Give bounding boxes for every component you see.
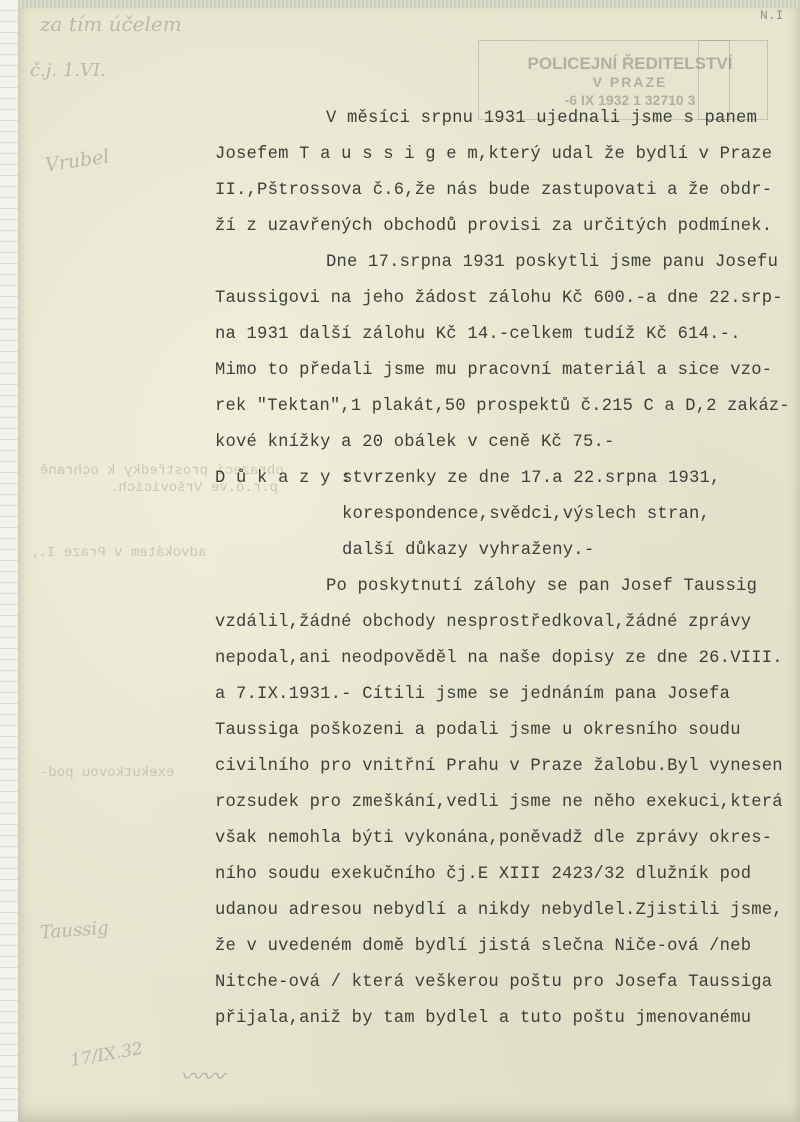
show-through-text: obrazecí prostředky k ochraně [40, 463, 284, 479]
body-line: že v uvedeném domě bydlí jistá slečna Niče-ová /neb [215, 937, 752, 956]
body-line: Taussigovi na jeho žádost zálohu Kč 600.-a dne 22.srp- [215, 289, 783, 308]
body-line: II.,Pštrossova č.6,že nás bude zastupovati a že obdr- [215, 181, 773, 200]
body-line: Josefem T a u s s i g e m,který udal že bydlí v Praze [215, 145, 773, 164]
evidence-line: stvrzenky ze dne 17.a 22.srpna 1931, [342, 469, 721, 488]
evidence-line: další důkazy vyhraženy.- [342, 541, 595, 560]
pencil-note: za tím účelem [40, 12, 182, 36]
evidence-line: korespondence,svědci,výslech stran, [342, 505, 710, 524]
show-through-text: advokátem v Praze I., [30, 545, 207, 561]
body-line: ního soudu exekučního čj.E XIII 2423/32 dlužník pod [215, 865, 752, 884]
body-line: rozsudek pro zmeškání,vedli jsme ne něho exekuci,která [215, 793, 783, 812]
body-line: Taussiga poškozeni a podali jsme u okresního soudu [215, 721, 741, 740]
body-line: přijala,aniž by tam bydlel a tuto poštu jmenovanému [215, 1009, 752, 1028]
body-line: ží z uzavřených obchodů provisi za určitých podmínek. [215, 217, 773, 236]
body-line: na 1931 další zálohu Kč 14.-celkem tudíž Kč 614.-. [215, 325, 741, 344]
body-line: Mimo to předali jsme mu pracovní materiál a sice vzo- [215, 361, 773, 380]
stamp-line-1: POLICEJNÍ ŘEDITELSTVÍ [527, 54, 733, 73]
body-line: V měsíci srpnu 1931 ujednali jsme s panem [326, 109, 758, 128]
police-stamp [480, 38, 780, 116]
pencil-note: č.j. 1.VI. [30, 60, 106, 81]
body-line: Dne 17.srpna 1931 poskytli jsme panu Josefu [326, 253, 779, 272]
signature: 〰〰 [180, 1065, 225, 1090]
show-through-text: exekutkovou pod- [40, 765, 175, 781]
body-line: civilního pro vnitřní Prahu v Praze žalobu.Byl vynesen [215, 757, 783, 776]
body-line: vzdálil,žádné obchody nesprostředkoval,žádné zprávy [215, 613, 752, 632]
body-line: nepodal,ani neodpověděl na naše dopisy ze dne 26.VIII. [215, 649, 783, 668]
stamp-line-3: -6 IX 1932 1 32710 3 [564, 92, 696, 108]
body-line: kové knížky a 20 obálek v ceně Kč 75.- [215, 433, 615, 452]
body-line: udanou adresou nebydlí a nikdy nebydlel.Zjistili jsme, [215, 901, 783, 920]
pencil-note: Taussig [39, 917, 110, 944]
page-top-edge [18, 0, 800, 8]
body-line: Nitche-ová / která veškerou poštu pro Josefa Taussiga [215, 973, 773, 992]
pencil-note: 17/IX.32 [68, 1038, 145, 1072]
body-line: rek "Tektan",1 plakát,50 prospektů č.215 C a D,2 zakáz- [215, 397, 790, 416]
stamp-line-2: V PRAZE [592, 74, 668, 90]
body-line: však nemohla býti vykonána,poněvadž dle zprávy okres- [215, 829, 773, 848]
pencil-note: Vrubel [43, 145, 111, 177]
body-line: Po poskytnutí zálohy se pan Josef Taussig [326, 577, 758, 596]
evidence-label: D ů k a z y : [215, 469, 352, 488]
body-line: a 7.IX.1931.- Cítili jsme se jednáním pana Josefa [215, 685, 731, 704]
scanner-edge [0, 0, 18, 1122]
reference-mark: N.I [760, 8, 784, 23]
show-through-text: p.r.o.ve Vršovicích. [110, 480, 279, 496]
